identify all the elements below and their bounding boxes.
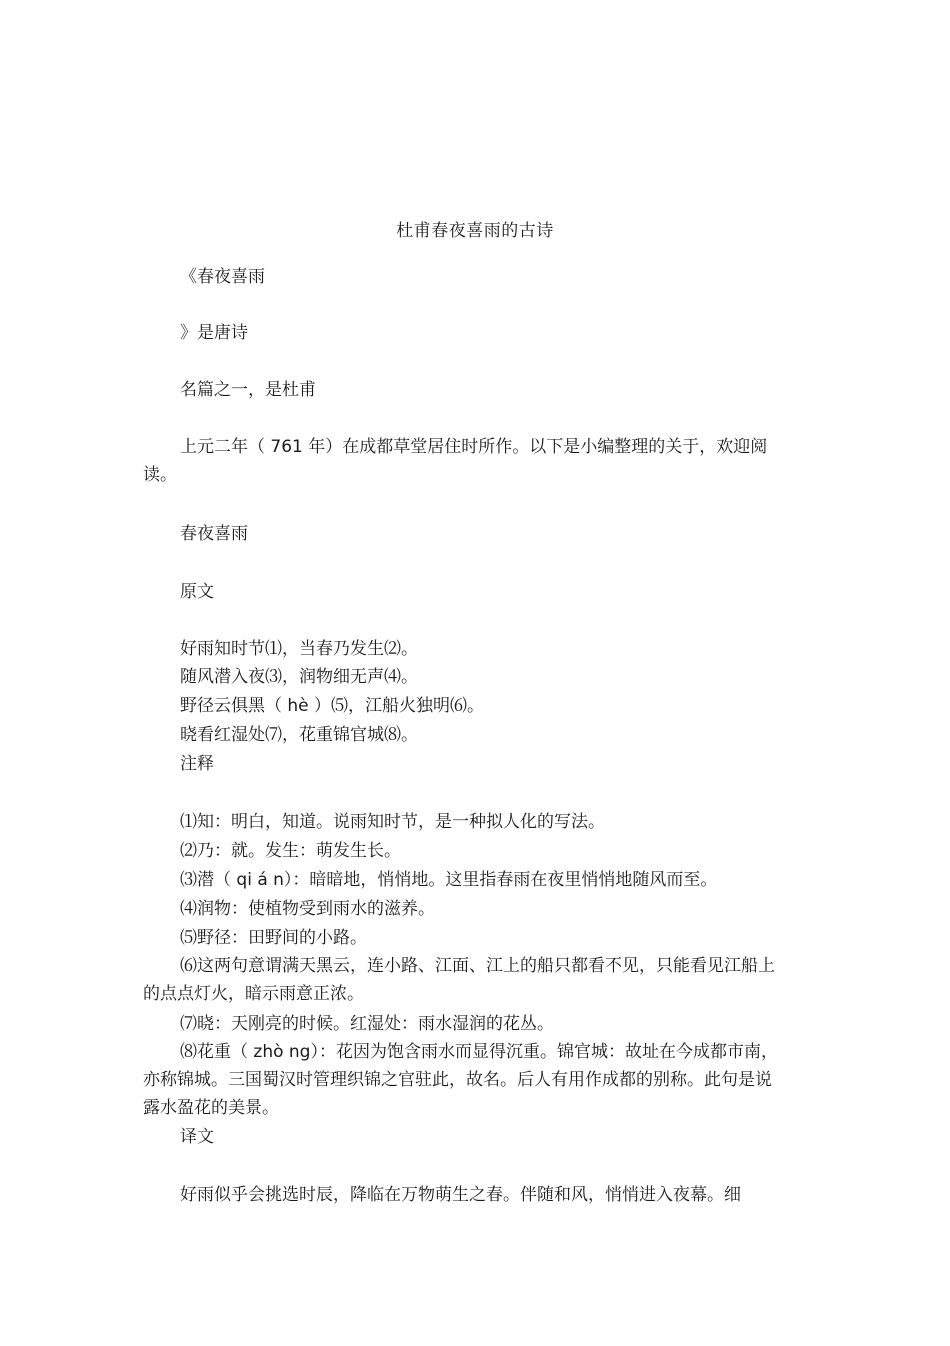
- translation-text: 好雨似乎会挑选时辰，降临在万物萌生之春。伴随和风，悄悄进入夜幕。细: [180, 1185, 741, 1205]
- note-item: ⑺晓：天刚亮的时候。红湿处：雨水湿润的花丛。: [180, 1014, 554, 1034]
- intro-line-2: 》是唐诗: [180, 323, 248, 343]
- poem-line: 野径云俱黑（ hè ）⑸，江船火独明⑹。: [180, 696, 485, 716]
- notes-heading: 注释: [180, 754, 214, 774]
- poem-line: 好雨知时节⑴，当春乃发生⑵。: [180, 639, 418, 659]
- translation-heading: 译文: [180, 1127, 214, 1147]
- original-text-label: 原文: [180, 582, 214, 602]
- intro-line-3: 名篇之一，是杜甫: [180, 380, 316, 400]
- note-item: ⑵乃：就。发生：萌发生长。: [180, 841, 401, 861]
- note-item: ⑸野径：田野间的小路。: [180, 928, 367, 948]
- poem-heading: 春夜喜雨: [180, 524, 248, 544]
- document-title: 杜甫春夜喜雨的古诗: [396, 221, 554, 241]
- poem-line: 晓看红湿处⑺，花重锦官城⑻。: [180, 725, 418, 745]
- note-item: ⑹这两句意谓满天黑云，连小路、江面、江上的船只都看不见，只能看见江船上的点点灯火，暗示雨意正浓。: [143, 956, 775, 1004]
- intro-line-1: 《春夜喜雨: [180, 267, 265, 287]
- note-item: ⑶潜（ qi á n）：暗暗地，悄悄地。这里指春雨在夜里悄悄地随风而至。: [180, 870, 718, 890]
- note-item: ⑷润物：使植物受到雨水的滋养。: [180, 899, 435, 919]
- note-item: ⑻花重（ zhò ng）：花因为饱含雨水而显得沉重。锦官城：故址在今成都市南，亦称锦城。三国蜀汉时管理织锦之官驻此，故名。后人有用作成都的别称。此句是说露水盈花的美景。: [143, 1042, 778, 1118]
- note-item: ⑴知：明白，知道。说雨知时节，是一种拟人化的写法。: [180, 812, 605, 832]
- poem-line: 随风潜入夜⑶，润物细无声⑷。: [180, 667, 418, 687]
- intro-paragraph: 上元二年（ 761 年）在成都草堂居住时所作。以下是小编整理的关于，欢迎阅读。: [143, 437, 768, 485]
